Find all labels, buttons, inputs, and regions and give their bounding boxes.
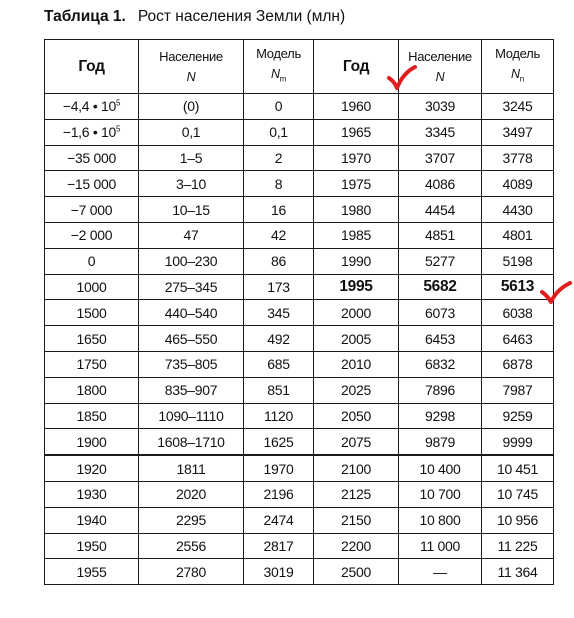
year-left-cell: −4,4 • $10^5$ <box>45 94 139 120</box>
year-left-cell: 1850 <box>45 403 139 429</box>
model-left-cell: 345 <box>244 300 314 326</box>
header-model-right <box>482 40 554 94</box>
table-row <box>45 429 554 455</box>
model-right-cell: 4089 <box>482 171 554 197</box>
year-right-cell: 1965 <box>314 119 399 145</box>
population-left-cell: 100–230 <box>139 248 244 274</box>
year-left-cell: 0 <box>45 248 139 274</box>
population-right-cell: 5682 <box>399 274 482 300</box>
table-row <box>45 351 554 377</box>
table-row <box>45 559 554 585</box>
year-left-cell: 1750 <box>45 351 139 377</box>
table-row <box>45 481 554 507</box>
population-left-cell: 1608–1710 <box>139 429 244 455</box>
population-right-cell: 10 700 <box>399 481 482 507</box>
header-model-label: Модель <box>495 46 540 62</box>
population-right-cell: 6453 <box>399 326 482 352</box>
year-left-cell: 1900 <box>45 429 139 455</box>
year-right-cell: 2050 <box>314 403 399 429</box>
population-right-cell: 4454 <box>399 197 482 223</box>
population-right-cell: 3345 <box>399 119 482 145</box>
population-left-cell: 47 <box>139 222 244 248</box>
model-right-cell: 6463 <box>482 326 554 352</box>
year-right-cell: 2000 <box>314 300 399 326</box>
model-right-cell: 3497 <box>482 119 554 145</box>
year-left-cell: 1930 <box>45 481 139 507</box>
table-row <box>45 300 554 326</box>
year-right-cell: 1985 <box>314 222 399 248</box>
population-left-cell: 2556 <box>139 533 244 559</box>
population-left-cell: 275–345 <box>139 274 244 300</box>
model-right-cell: 7987 <box>482 377 554 403</box>
population-left-cell: 440–540 <box>139 300 244 326</box>
model-right-cell: 11 364 <box>482 559 554 585</box>
year-left-cell: 1800 <box>45 377 139 403</box>
year-left-cell: 1500 <box>45 300 139 326</box>
population-left-cell: 1811 <box>139 455 244 481</box>
caption-label: Таблица 1. <box>44 8 126 25</box>
table-body <box>45 94 554 585</box>
year-right-cell: 1960 <box>314 94 399 120</box>
header-model-left <box>244 40 314 94</box>
population-right-cell: — <box>399 559 482 585</box>
year-right-cell: 1970 <box>314 145 399 171</box>
table-row <box>45 533 554 559</box>
year-right-cell: 2010 <box>314 351 399 377</box>
header-row <box>45 40 554 94</box>
year-right-cell: 1990 <box>314 248 399 274</box>
population-left-cell: 10–15 <box>139 197 244 223</box>
year-right-cell: 2200 <box>314 533 399 559</box>
year-left-cell: 1920 <box>45 455 139 481</box>
year-right-cell: 2500 <box>314 559 399 585</box>
model-left-cell: 173 <box>244 274 314 300</box>
model-right-cell: 9259 <box>482 403 554 429</box>
header-population-label: Население <box>408 49 472 64</box>
population-left-cell: 2020 <box>139 481 244 507</box>
population-left-cell: 0,1 <box>139 119 244 145</box>
population-left-cell: 2295 <box>139 507 244 533</box>
population-left-cell: 2780 <box>139 559 244 585</box>
table-row <box>45 403 554 429</box>
header-population-label: Население <box>159 49 223 64</box>
population-right-cell: 5277 <box>399 248 482 274</box>
year-right-cell: 2125 <box>314 481 399 507</box>
year-right-cell: 2025 <box>314 377 399 403</box>
year-left-cell: −2 000 <box>45 222 139 248</box>
population-right-cell: 3039 <box>399 94 482 120</box>
table-row <box>45 326 554 352</box>
caption-text: Рост населения Земли (млн) <box>137 8 346 25</box>
header-year-left: Год <box>45 40 139 94</box>
population-left-cell: 465–550 <box>139 326 244 352</box>
year-right-cell: 2150 <box>314 507 399 533</box>
model-right-cell: 6878 <box>482 351 554 377</box>
year-left-cell: 1650 <box>45 326 139 352</box>
year-left-cell: −35 000 <box>45 145 139 171</box>
population-left-cell: 1090–1110 <box>139 403 244 429</box>
population-table <box>44 39 554 585</box>
model-right-cell: 11 225 <box>482 533 554 559</box>
model-right-cell: 4430 <box>482 197 554 223</box>
header-model-symbol: $N_m$ <box>270 67 287 84</box>
year-left-cell: −7 000 <box>45 197 139 223</box>
population-right-cell: 11 000 <box>399 533 482 559</box>
table-row <box>45 171 554 197</box>
table-row <box>45 248 554 274</box>
model-left-cell: 2474 <box>244 507 314 533</box>
model-right-cell: 4801 <box>482 222 554 248</box>
table-caption <box>44 8 345 26</box>
table-row <box>45 197 554 223</box>
table-row <box>45 94 554 120</box>
population-left-cell: (0) <box>139 94 244 120</box>
year-right-cell: 1975 <box>314 171 399 197</box>
table-row <box>45 274 554 300</box>
model-right-cell: 10 745 <box>482 481 554 507</box>
year-right-cell: 1995 <box>314 274 399 300</box>
population-right-cell: 4851 <box>399 222 482 248</box>
year-left-cell: 1940 <box>45 507 139 533</box>
population-right-cell: 6073 <box>399 300 482 326</box>
model-right-cell: 6038 <box>482 300 554 326</box>
model-left-cell: 2817 <box>244 533 314 559</box>
header-population-symbol: N <box>435 70 445 84</box>
population-right-cell: 10 400 <box>399 455 482 481</box>
header-population-left <box>139 40 244 94</box>
table-row <box>45 145 554 171</box>
model-right-cell: 5613 <box>482 274 554 300</box>
year-right-cell: 2005 <box>314 326 399 352</box>
population-left-cell: 735–805 <box>139 351 244 377</box>
year-right-cell: 2075 <box>314 429 399 455</box>
model-left-cell: 42 <box>244 222 314 248</box>
model-left-cell: 1625 <box>244 429 314 455</box>
year-left-cell: 1000 <box>45 274 139 300</box>
model-left-cell: 1970 <box>244 455 314 481</box>
header-model-label: Модель <box>256 46 301 62</box>
model-left-cell: 0,1 <box>244 119 314 145</box>
model-right-cell: 3245 <box>482 94 554 120</box>
model-right-cell: 9999 <box>482 429 554 455</box>
header-year-right: Год <box>314 40 399 94</box>
population-right-cell: 4086 <box>399 171 482 197</box>
model-left-cell: 492 <box>244 326 314 352</box>
year-left-cell: −15 000 <box>45 171 139 197</box>
year-left-cell: −1,6 • $10^5$ <box>45 119 139 145</box>
population-left-cell: 1–5 <box>139 145 244 171</box>
population-left-cell: 3–10 <box>139 171 244 197</box>
model-left-cell: 16 <box>244 197 314 223</box>
population-right-cell: 9298 <box>399 403 482 429</box>
population-right-cell: 9879 <box>399 429 482 455</box>
model-left-cell: 2196 <box>244 481 314 507</box>
model-left-cell: 8 <box>244 171 314 197</box>
header-population-right <box>399 40 482 94</box>
model-left-cell: 685 <box>244 351 314 377</box>
year-right-cell: 1980 <box>314 197 399 223</box>
table-row <box>45 507 554 533</box>
model-right-cell: 5198 <box>482 248 554 274</box>
table-row <box>45 222 554 248</box>
population-left-cell: 835–907 <box>139 377 244 403</box>
model-left-cell: 2 <box>244 145 314 171</box>
year-left-cell: 1950 <box>45 533 139 559</box>
population-right-cell: 10 800 <box>399 507 482 533</box>
model-left-cell: 3019 <box>244 559 314 585</box>
model-left-cell: 0 <box>244 94 314 120</box>
table-row <box>45 377 554 403</box>
model-right-cell: 10 451 <box>482 455 554 481</box>
table-row <box>45 455 554 481</box>
population-right-cell: 3707 <box>399 145 482 171</box>
model-right-cell: 10 956 <box>482 507 554 533</box>
table-row <box>45 119 554 145</box>
population-right-cell: 6832 <box>399 351 482 377</box>
year-left-cell: 1955 <box>45 559 139 585</box>
year-right-cell: 2100 <box>314 455 399 481</box>
model-left-cell: 1120 <box>244 403 314 429</box>
header-model-symbol: $N_n$ <box>511 67 524 84</box>
population-right-cell: 7896 <box>399 377 482 403</box>
model-right-cell: 3778 <box>482 145 554 171</box>
model-left-cell: 86 <box>244 248 314 274</box>
model-left-cell: 851 <box>244 377 314 403</box>
header-population-symbol: N <box>186 70 196 84</box>
